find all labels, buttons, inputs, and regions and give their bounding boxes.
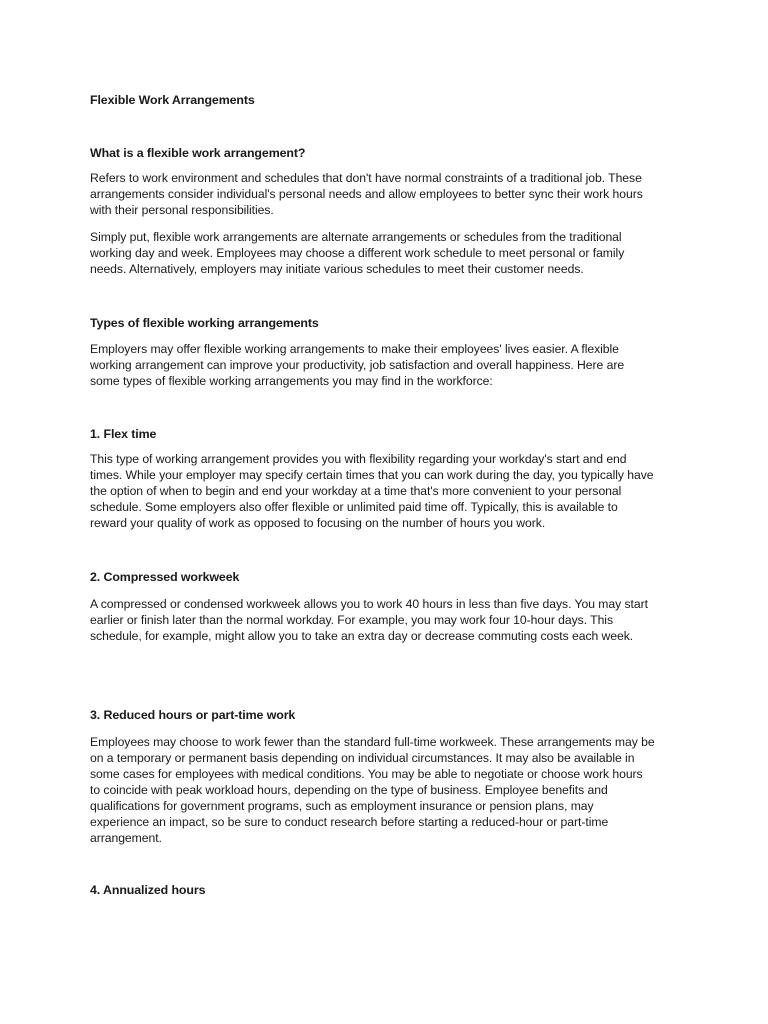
paragraph-line: Employees may choose to work fewer than the standard full-time workweek. These arrangements may be [90, 735, 655, 749]
paragraph-line: arrangements consider individual's personal needs and allow employees to better sync their work hours [90, 187, 643, 201]
paragraph-line: needs. Alternatively, employers may initiate various schedules to meet their customer needs. [90, 262, 584, 276]
paragraph-line: some types of flexible working arrangements you may find in the workforce: [90, 374, 493, 388]
paragraph-line: some cases for employees with medical conditions. You may be able to negotiate or choose work hours [90, 767, 643, 781]
paragraph-line: qualifications for government programs, such as employment insurance or pension plans, may [90, 799, 594, 813]
paragraph-line: the option of when to begin and end your workday at a time that's more convenient to your personal [90, 484, 622, 498]
document-page [90, 0, 686, 1024]
paragraph [90, 734, 686, 846]
paragraph-line: earlier or finish later than the normal workday. For example, you may work four 10-hour days. This [90, 613, 614, 627]
section-heading: What is a flexible work arrangement? [90, 146, 306, 160]
paragraph-line: times. While your employer may specify certain times that you can work during the day, you typically have [90, 468, 654, 482]
paragraph [90, 341, 686, 389]
paragraph-line: Simply put, flexible work arrangements are alternate arrangements or schedules from the traditional [90, 230, 622, 244]
paragraph-line: arrangement. [90, 831, 162, 845]
section-heading: 1. Flex time [90, 427, 157, 441]
section-heading: 2. Compressed workweek [90, 570, 240, 584]
paragraph-line: Employers may offer flexible working arrangements to make their employees' lives easier. A flexible [90, 342, 619, 356]
paragraph-line: on a temporary or permanent basis depending on individual circumstances. It may also be available in [90, 751, 635, 765]
paragraph-line: with their personal responsibilities. [90, 203, 274, 217]
paragraph [90, 229, 686, 277]
paragraph-line: reward your quality of work as opposed to focusing on the number of hours you work. [90, 516, 546, 530]
paragraph-line: Refers to work environment and schedules that don't have normal constraints of a traditional job. These [90, 171, 642, 185]
paragraph [90, 451, 686, 531]
paragraph-line: to coincide with peak workload hours, depending on the type of business. Employee benefits and [90, 783, 608, 797]
paragraph-line: schedule. Some employers also offer flexible or unlimited paid time off. Typically, this is available to [90, 500, 618, 514]
section-heading: Types of flexible working arrangements [90, 316, 319, 330]
paragraph-line: schedule, for example, might allow you to take an extra day or decrease commuting costs each week. [90, 629, 634, 643]
paragraph-line: This type of working arrangement provides you with flexibility regarding your workday's start and end [90, 452, 627, 466]
section-heading: 4. Annualized hours [90, 883, 206, 897]
paragraph [90, 596, 686, 644]
paragraph-line: working day and week. Employees may choose a different work schedule to meet personal or family [90, 246, 625, 260]
paragraph-line: A compressed or condensed workweek allows you to work 40 hours in less than five days. You may start [90, 597, 648, 611]
paragraph-line: working arrangement can improve your productivity, job satisfaction and overall happiness. Here are [90, 358, 625, 372]
section-heading: 3. Reduced hours or part-time work [90, 708, 296, 722]
paragraph [90, 170, 686, 218]
document-title: Flexible Work Arrangements [90, 93, 255, 107]
paragraph-line: experience an impact, so be sure to conduct research before starting a reduced-hour or part-time [90, 815, 609, 829]
